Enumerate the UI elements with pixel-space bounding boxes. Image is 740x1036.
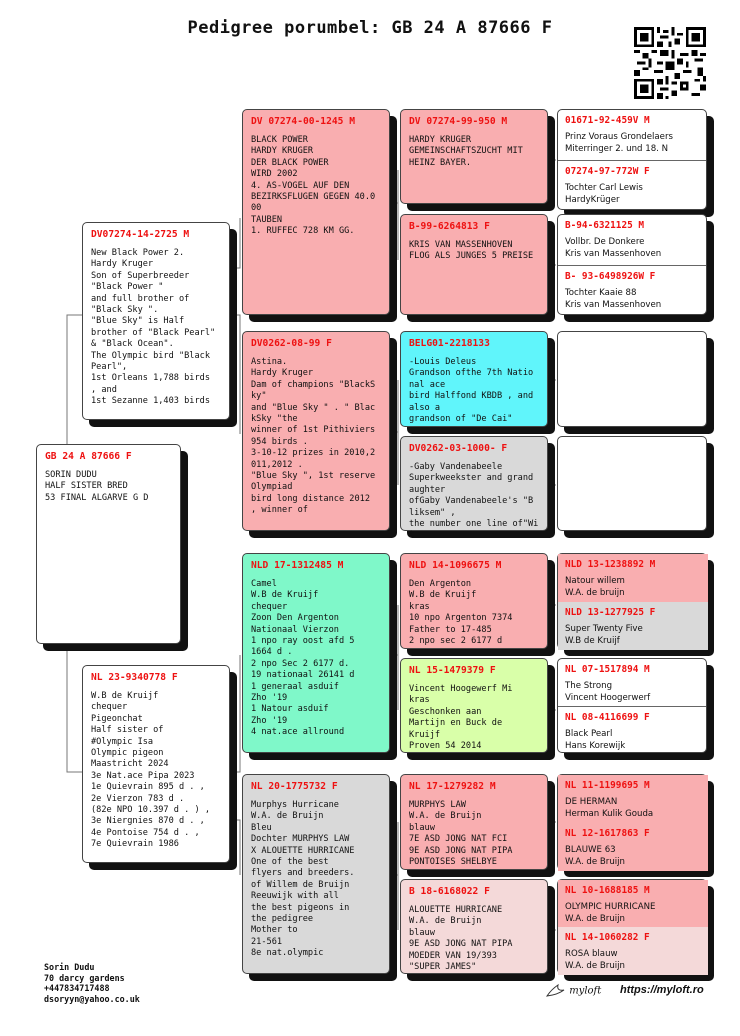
ancestor-entry[interactable]: [558, 659, 708, 706]
ancestor-entry[interactable]: [558, 161, 708, 211]
great-grandparent-card[interactable]: [400, 436, 548, 541]
ancestor-entry[interactable]: [558, 266, 708, 316]
page-title: Pedigree porumbel: GB 24 A 87666 F: [187, 18, 553, 38]
ring-number: B- 93-6498926W F: [565, 271, 656, 282]
ring-number: NL 17-1279282 M: [409, 781, 496, 792]
ring-number: DV0262-03-1000- F: [409, 443, 508, 454]
pigeon-info: Black Pearl Hans Korewijk: [565, 729, 626, 751]
ring-number: B-99-6264813 F: [409, 221, 490, 232]
pigeon-info: Natour willem W.A. de bruijn: [565, 576, 625, 598]
ancestor-entry[interactable]: [558, 332, 708, 380]
ring-number: NL 11-1199695 M: [565, 780, 650, 791]
grandparent-card[interactable]: [242, 553, 390, 753]
bird-icon: [546, 984, 566, 998]
ring-number: NLD 14-1096675 M: [409, 560, 502, 571]
great-grandparent-card[interactable]: [400, 658, 548, 753]
pigeon-info: Tochter Kaaie 88 Kris van Massenhoven: [565, 288, 662, 310]
pigeon-info: SORIN DUDU HALF SISTER BRED 53 FINAL ALGARVE G D: [45, 470, 149, 503]
ancestor-pair-card: [557, 436, 707, 531]
pigeon-info: W.B de Kruijf chequer Pigeonchat Half sister of #Olympic Isa Olympic pigeon Maastricht 2024 3e Nat.ace Pipa 2023 1e Quievrain 895 d . , 2e Vierzon 783 d . (82e NPO 10.397 d . ) , 3e Niergnies 870 d . , 4e Pontoise 754 d . , 7e Quievrain 1986: [91, 691, 210, 850]
great-grandparent-card[interactable]: [400, 109, 548, 204]
great-grandparent-card[interactable]: [400, 879, 548, 974]
pigeon-info: DE HERMAN Herman Kulik Gouda: [565, 797, 654, 819]
pigeon-info: The Strong Vincent Hoogerwerf: [565, 681, 651, 703]
ring-number: B 18-6168022 F: [409, 886, 490, 897]
pigeon-info: Murphys Hurricane W.A. de Bruijn Bleu Dochter MURPHYS LAW X ALOUETTE HURRICANE One of the best flyers and breeders. of Willem de Bruijn Reeuwijk with all the best pigeons in the pedigree Mother to 21-561 8e nat.olympic: [251, 800, 355, 959]
pigeon-info: MURPHYS LAW W.A. de Bruijn blauw 7E ASD JONG NAT FCI 9E ASD JONG NAT PIPA PONTOISES SHELBYE: [409, 800, 513, 868]
ring-number: DV 07274-99-950 M: [409, 116, 508, 127]
great-grandparent-card[interactable]: [400, 774, 548, 870]
grandparent-card[interactable]: [242, 109, 390, 315]
breeder-email[interactable]: dsoryyn@yahoo.co.uk: [44, 993, 140, 1004]
ring-number: B-94-6321125 M: [565, 220, 645, 231]
ancestor-entry[interactable]: [558, 927, 708, 975]
grandparent-card[interactable]: [242, 774, 390, 974]
ancestor-pair-card: [557, 109, 707, 210]
pigeon-info: Super Twenty Five W.B de Kruijf: [565, 624, 643, 646]
ancestor-entry[interactable]: [558, 437, 708, 484]
sire-card[interactable]: [82, 222, 230, 420]
ring-number: NL 14-1060282 F: [565, 932, 650, 943]
ring-number: NL 12-1617863 F: [565, 828, 650, 839]
ancestor-pair-card: [557, 214, 707, 315]
ancestor-pair-card: [557, 553, 707, 649]
ring-number: NL 20-1775732 F: [251, 781, 338, 792]
ring-number: NL 10-1688185 M: [565, 885, 650, 896]
pigeon-info: Vincent Hoogewerf Mi kras Geschonken aan Martijn en Buck de Kruijf Proven 54 2014: [409, 684, 513, 752]
pigeon-info: ROSA blauw W.A. de Bruijn: [565, 949, 626, 971]
pigeon-info: -Gaby Vandenabeele Superkweekster and grand aughter ofGaby Vandenabeele's "B liksem" , the number one line of"Wit: [409, 462, 539, 541]
ancestor-entry[interactable]: [558, 380, 708, 428]
ring-number: NL 15-1479379 F: [409, 665, 496, 676]
ancestor-entry[interactable]: [558, 602, 708, 650]
pigeon-info: KRIS VAN MASSENHOVEN FLOG ALS JUNGES 5 PREISE: [409, 240, 534, 262]
ancestor-pair-card: [557, 774, 707, 870]
pigeon-info: BLAUWE 63 W.A. de Bruijn: [565, 845, 626, 867]
breeder-phone: +447834717488: [44, 983, 110, 993]
ancestor-entry[interactable]: [558, 554, 708, 602]
pigeon-info: Astina. Hardy Kruger Dam of champions "BlackS ky" and "Blue Sky " . " Blac kSky "the winner of 1st Pithiviers 954 birds . 3-10-12 prizes in 2010,2 011,2012 . "Blue Sky ", 1st reserve Olympiad bird long distance 2012 , winner of: [251, 357, 376, 516]
ancestor-pair-card: [557, 331, 707, 427]
subject-card[interactable]: [36, 444, 181, 644]
ring-number: GB 24 A 87666 F: [45, 451, 132, 462]
ancestor-pair-card: [557, 658, 707, 753]
pigeon-info: New Black Power 2. Hardy Kruger Son of Superbreeder "Black Power " and full brother of "Black Sky ". "Blue Sky" is Half brother of "Black Pearl" & "Black Ocean". The Olympic bird "Black Pearl", 1st Orleans 1,788 birds , and 1st Sezanne 1,403 birds: [91, 248, 216, 407]
great-grandparent-card[interactable]: [400, 331, 548, 427]
ancestor-entry[interactable]: [558, 707, 708, 754]
ancestor-entry[interactable]: [558, 823, 708, 871]
website-link[interactable]: https://myloft.ro: [620, 984, 704, 996]
ring-number: 07274-97-772W F: [565, 166, 650, 177]
breeder-contact: [44, 962, 140, 1004]
pigeon-info: Tochter Carl Lewis HardyKrüger: [565, 183, 643, 205]
ring-number: NLD 13-1238892 M: [565, 559, 656, 570]
ring-number: 01671-92-459V M: [565, 115, 650, 126]
ring-number: BELG01-2218133: [409, 338, 490, 349]
ring-number: NL 08-4116699 F: [565, 712, 650, 723]
ring-number: DV0262-08-99 F: [251, 338, 332, 349]
pigeon-info: HARDY KRUGER GEMEINSCHAFTSZUCHT MIT HEINZ BAYER.: [409, 135, 523, 168]
ring-number: NLD 17-1312485 M: [251, 560, 344, 571]
ring-number: NL 07-1517894 M: [565, 664, 650, 675]
ancestor-entry[interactable]: [558, 880, 708, 927]
breeder-name: Sorin Dudu: [44, 962, 95, 972]
pigeon-info: Camel W.B de Kruijf chequer Zoon Den Argenton Nationaal Vierzon 1 npo ray oost afd 5 1664 d . 2 npo Sec 2 6177 d. 19 nationaal 26141 d 1 generaal asduif Zho '19 1 Natour asduif Zho '19 4 nat.ace allround: [251, 579, 355, 738]
pigeon-info: ALOUETTE HURRICANE W.A. de Bruijn blauw 9E ASD JONG NAT PIPA MOEDER VAN 19/393 "SUPER JAMES": [409, 905, 513, 973]
great-grandparent-card[interactable]: [400, 214, 548, 315]
ancestor-pair-card: [557, 879, 707, 974]
pigeon-info: OLYMPIC HURRICANE W.A. de Bruijn: [565, 902, 656, 924]
pigeon-info: BLACK POWER HARDY KRUGER DER BLACK POWER WIRD 2002 4. AS-VOGEL AUF DEN BEZIRKSFLUGEN GEGEN 40.0 00 TAUBEN 1. RUFFEC 728 KM GG.: [251, 135, 376, 237]
breeder-address: 70 darcy gardens: [44, 972, 125, 983]
ancestor-entry[interactable]: [558, 215, 708, 265]
ring-number: NLD 13-1277925 F: [565, 607, 656, 618]
pigeon-info: -Louis Deleus Grandson ofthe 7th Natio nal ace bird Halffond KBDB , and also a grandson of "De Cai": [409, 357, 534, 425]
ancestor-entry[interactable]: [558, 484, 708, 532]
grandparent-card[interactable]: [242, 331, 390, 531]
great-grandparent-card[interactable]: [400, 553, 548, 649]
dam-card[interactable]: [82, 665, 230, 863]
myloft-logo: [546, 984, 601, 998]
pigeon-info: Den Argenton W.B de Kruijf kras 10 npo Argenton 7374 Father to 17-485 2 npo sec 2 6177 d: [409, 579, 513, 647]
logo-text: myloft: [569, 985, 602, 997]
ring-number: NL 23-9340778 F: [91, 672, 178, 683]
ring-number: DV 07274-00-1245 M: [251, 116, 355, 127]
ancestor-entry[interactable]: [558, 775, 708, 823]
ancestor-entry[interactable]: [558, 110, 708, 160]
ring-number: DV07274-14-2725 M: [91, 229, 190, 240]
pigeon-info: Prinz Voraus Grondelaers Miterringer 2. und 18. N: [565, 132, 673, 154]
pigeon-info: Vollbr. De Donkere Kris van Massenhoven: [565, 237, 662, 259]
